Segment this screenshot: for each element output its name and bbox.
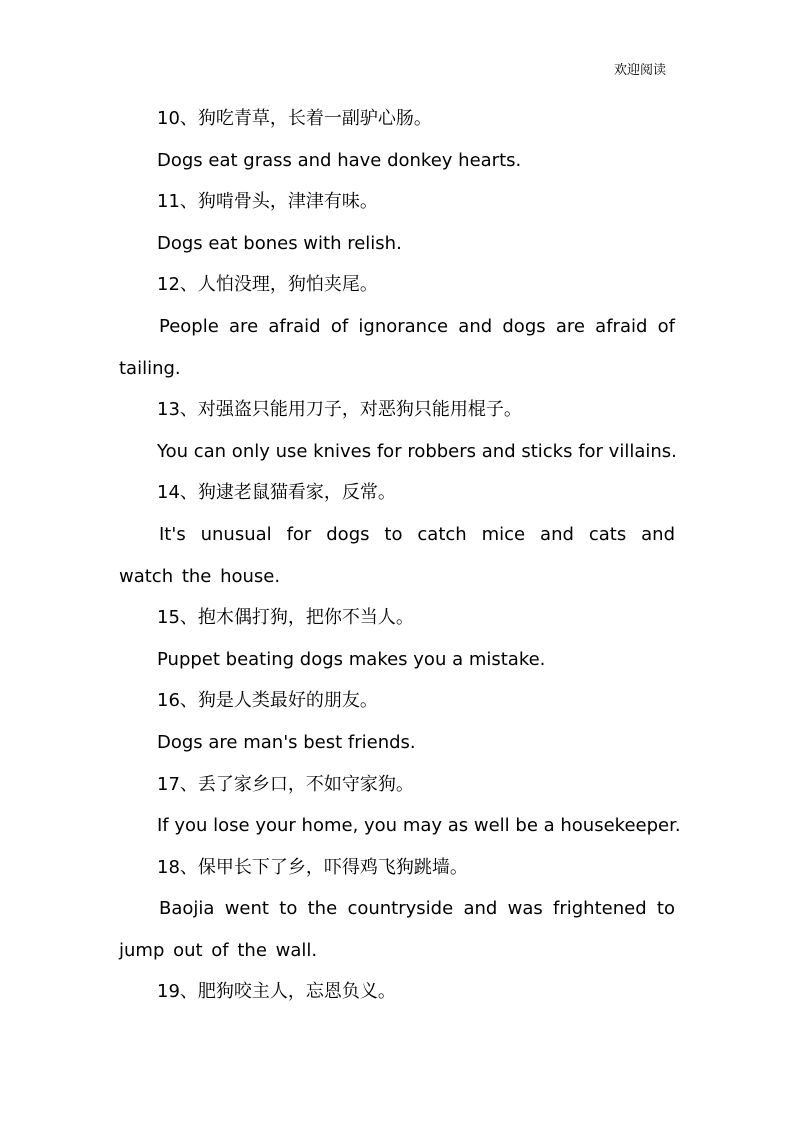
proverb-14-english: It's unusual for dogs to catch mice and cats and watch the house. (119, 523, 675, 587)
proverb-12-english: People are afraid of ignorance and dogs are afraid of tailing. (119, 315, 675, 379)
proverb-10-chinese: 10、狗吃青草，长着一副驴心肠。 (157, 108, 432, 129)
proverb-13-english: You can only use knives for robbers and sticks for villains. (157, 440, 677, 462)
document-body (119, 98, 681, 1013)
proverb-10-english: Dogs eat grass and have donkey hearts. (157, 149, 522, 171)
proverb-11-chinese: 11、狗啃骨头，津津有味。 (157, 191, 378, 213)
proverb-16-chinese: 16、狗是人类最好的朋友。 (157, 690, 378, 712)
proverb-17-chinese: 17、丢了家乡口，不如守家狗。 (157, 773, 414, 795)
proverb-18-english: Baojia went to the countryside and was frightened to jump out of the wall. (119, 898, 675, 961)
proverb-15-english: Puppet beating dogs makes you a mistake. (157, 648, 546, 670)
proverb-14-chinese: 14、狗逮老鼠猫看家，反常。 (157, 482, 396, 504)
proverb-16-english: Dogs are man's best friends. (157, 731, 416, 753)
proverb-12-chinese: 12、人怕没理，狗怕夹尾。 (157, 274, 378, 296)
page-header: 欢迎阅读 (613, 63, 666, 78)
proverb-15-chinese: 15、抱木偶打狗，把你不当人。 (157, 607, 414, 629)
proverb-11-english: Dogs eat bones with relish. (157, 232, 402, 254)
proverb-18-chinese: 18、保甲长下了乡，吓得鸡飞狗跳墙。 (157, 856, 468, 878)
proverb-13-chinese: 13、对强盗只能用刀子，对恶狗只能用棍子。 (157, 399, 522, 421)
proverb-17-english: If you lose your home, you may as well be a housekeeper. (157, 815, 681, 837)
proverb-19-chinese: 19、肥狗咬主人，忘恩负义。 (157, 981, 396, 1003)
